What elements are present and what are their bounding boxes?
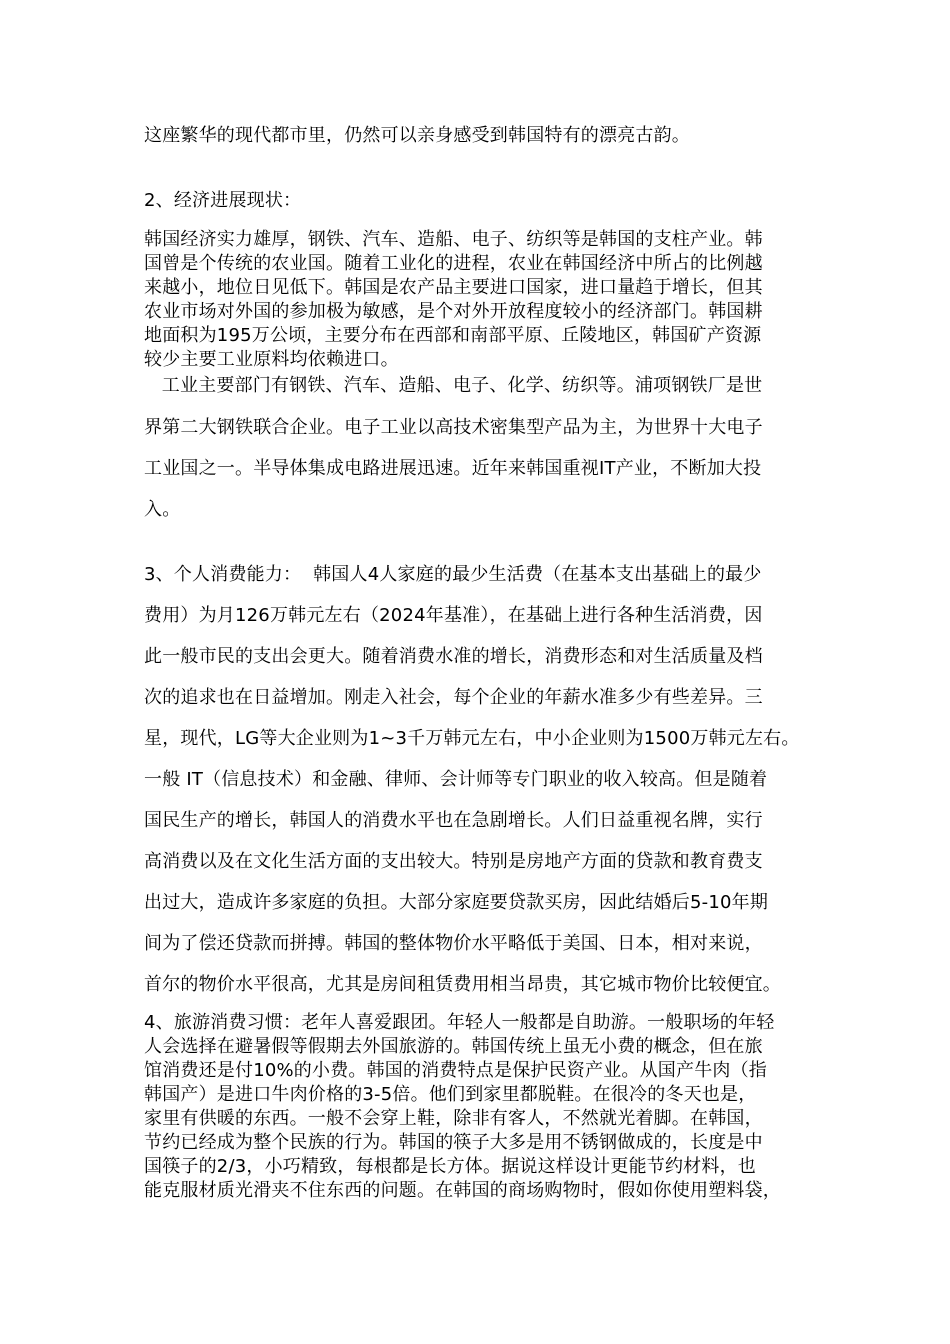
paragraph-line: 次的追求也在日益增加。刚走入社会，每个企业的年薪水准多少有些差异。三 [144, 687, 763, 708]
paragraph-line: 节约已经成为整个民族的行为。韩国的筷子大多是用不锈钢做成的，长度是中 [144, 1132, 763, 1153]
section-heading: 2、经济进展现状： [144, 190, 302, 211]
paragraph-line: 星，现代，LG等大企业则为1~3千万韩元左右，中小企业则为1500万韩元左右。 [144, 728, 800, 749]
paragraph-line: 4、旅游消费习惯：老年人喜爱跟团。年轻人一般都是自助游。一般职场的年轻 [144, 1012, 775, 1033]
paragraph-line: 家里有供暖的东西。一般不会穿上鞋，除非有客人，不然就光着脚。在韩国， [144, 1108, 763, 1129]
paragraph-line: 农业市场对外国的参加极为敏感，是个对外开放程度较小的经济部门。韩国耕 [144, 301, 763, 322]
paragraph-line: 这座繁华的现代都市里，仍然可以亲身感受到韩国特有的漂亮古韵。 [144, 125, 690, 146]
paragraph-line: 此一般市民的支出会更大。随着消费水准的增长，消费形态和对生活质量及档 [144, 646, 763, 667]
paragraph-line: 高消费以及在文化生活方面的支出较大。特别是房地产方面的贷款和教育费支 [144, 851, 763, 872]
paragraph-line: 较少主要工业原料均依赖进口。 [144, 349, 399, 370]
paragraph-line: 馆消费还是付10%的小费。韩国的消费特点是保护民资产业。从国产牛肉（指 [144, 1060, 768, 1081]
paragraph-line: 间为了偿还贷款而拼搏。韩国的整体物价水平略低于美国、日本，相对来说， [144, 933, 763, 954]
paragraph-line: 首尔的物价水平很高，尤其是房间租赁费用相当昂贵，其它城市物价比较便宜。 [144, 974, 781, 995]
paragraph-line: 国筷子的2/3，小巧精致，每根都是长方体。据说这样设计更能节约材料，也 [144, 1156, 756, 1177]
paragraph-line: 国曾是个传统的农业国。随着工业化的进程，农业在韩国经济中所占的比例越 [144, 253, 763, 274]
paragraph-line: 国民生产的增长，韩国人的消费水平也在急剧增长。人们日益重视名牌，实行 [144, 810, 763, 831]
paragraph-line: 韩国产）是进口牛肉价格的3-5倍。他们到家里都脱鞋。在很冷的冬天也是， [144, 1084, 757, 1105]
paragraph-line: 界第二大钢铁联合企业。电子工业以高技术密集型产品为主，为世界十大电子 [144, 417, 763, 438]
paragraph-line: 地面积为195万公顷，主要分布在西部和南部平原、丘陵地区，韩国矿产资源 [144, 325, 762, 346]
paragraph-line: 出过大，造成许多家庭的负担。大部分家庭要贷款买房，因此结婚后5-10年期 [144, 892, 769, 913]
paragraph-line: 来越小，地位日见低下。韩国是农产品主要进口国家，进口量趋于增长，但其 [144, 277, 763, 298]
paragraph-line: 能克服材质光滑夹不住东西的问题。在韩国的商场购物时，假如你使用塑料袋， [144, 1180, 781, 1201]
paragraph-line: 一般 IT（信息技术）和金融、律师、会计师等专门职业的收入较高。但是随着 [144, 769, 768, 790]
paragraph-line: 韩国经济实力雄厚，钢铁、汽车、造船、电子、纺织等是韩国的支柱产业。韩 [144, 229, 763, 250]
paragraph-line: 人会选择在避暑假等假期去外国旅游的。韩国传统上虽无小费的概念，但在旅 [144, 1036, 763, 1057]
paragraph-line: 工业国之一。半导体集成电路进展迅速。近年来韩国重视IT产业，不断加大投 [144, 458, 762, 479]
paragraph-line: 工业主要部门有钢铁、汽车、造船、电子、化学、纺织等。浦项钢铁厂是世 [144, 375, 763, 396]
paragraph-line: 费用）为月126万韩元左右（2024年基准），在基础上进行各种生活消费，因 [144, 605, 763, 626]
paragraph-line: 入。 [144, 499, 181, 520]
paragraph-line: 3、个人消费能力： 韩国人4人家庭的最少生活费（在基本支出基础上的最少 [144, 564, 762, 585]
